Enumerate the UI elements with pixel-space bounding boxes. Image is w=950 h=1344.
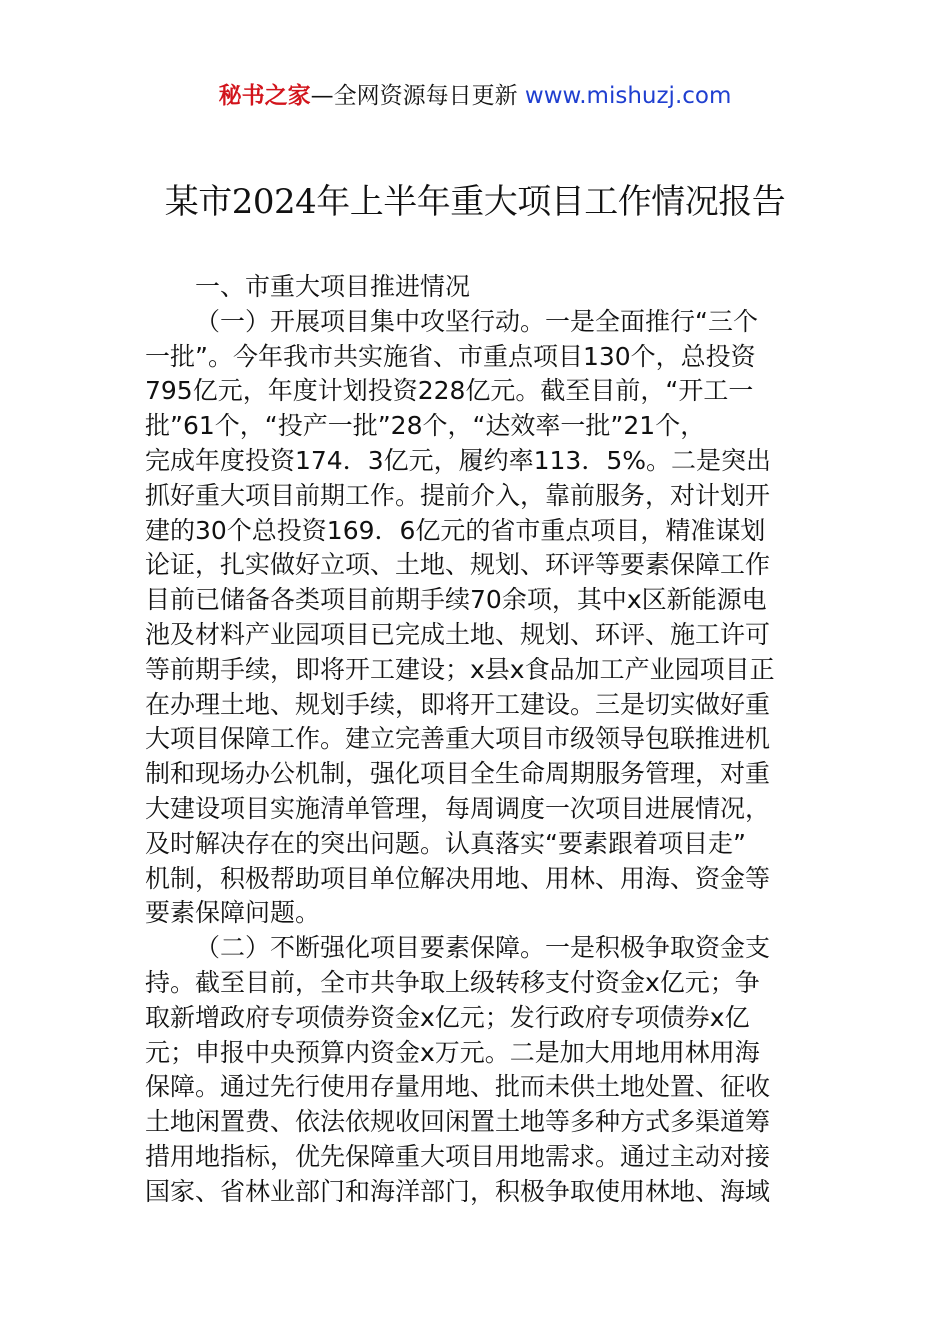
site-url-link[interactable]: www.mishuzj.com [524, 83, 732, 109]
site-slogan: —全网资源每日更新 [310, 83, 518, 109]
body-text-line: 国家、省林业部门和海洋部门，积极争取使用林地、海域 [145, 1176, 771, 1206]
body-text-line: 要素保障问题。 [145, 898, 321, 928]
body-text-line: 取新增政府专项债券资金x亿元；发行政府专项债券x亿 [145, 1002, 750, 1032]
body-text-line: 抓好重大项目前期工作。提前介入，靠前服务，对计划开 [145, 480, 771, 510]
body-text-line: 大建设项目实施清单管理，每周调度一次项目进展情况， [145, 793, 771, 823]
body-text-line: 措用地指标，优先保障重大项目用地需求。通过主动对接 [145, 1141, 771, 1171]
body-text-line: （一）开展项目集中攻坚行动。一是全面推行“三个 [195, 306, 758, 336]
body-text-line: 完成年度投资174．3亿元，履约率113．5%。二是突出 [145, 445, 772, 475]
body-text-line: 一、市重大项目推进情况 [195, 272, 471, 301]
body-text-line: 795亿元，年度计划投资228亿元。截至目前，“开工一 [145, 376, 754, 406]
body-text-line: 制和现场办公机制，强化项目全生命周期服务管理，对重 [145, 759, 771, 789]
body-text-line: （二）不断强化项目要素保障。一是积极争取资金支 [195, 933, 771, 963]
body-text-line: 批”61个，“投产一批”28个，“达效率一批”21个， [145, 411, 706, 441]
body-text-line: 论证，扎实做好立项、土地、规划、环评等要素保障工作 [145, 550, 771, 580]
body-text-line: 土地闲置费、依法依规收回闲置土地等多种方式多渠道筹 [145, 1107, 771, 1137]
body-text-line: 目前已储备各类项目前期手续70余项，其中x区新能源电 [145, 585, 767, 615]
document-title: 某市2024年上半年重大项目工作情况报告 [164, 182, 786, 222]
body-text-line: 机制，积极帮助项目单位解决用地、用林、用海、资金等 [145, 863, 771, 893]
body-text-line: 元；申报中央预算内资金x万元。二是加大用地用林用海 [145, 1037, 760, 1067]
body-text-line: 持。截至目前，全市共争取上级转移支付资金x亿元；争 [145, 967, 760, 997]
body-text-line: 在办理土地、规划手续，即将开工建设。三是切实做好重 [145, 689, 771, 719]
body-text-line: 池及材料产业园项目已完成土地、规划、环评、施工许可 [145, 619, 771, 649]
site-header [0, 80, 950, 112]
document-body [145, 270, 815, 1210]
body-text-line: 及时解决存在的突出问题。认真落实“要素跟着项目走” [145, 828, 746, 858]
body-text-line: 大项目保障工作。建立完善重大项目市级领导包联推进机 [145, 724, 771, 754]
body-text-line: 一批”。今年我市共实施省、市重点项目130个，总投资 [145, 341, 756, 371]
site-brand: 秘书之家 [218, 83, 311, 109]
body-text-line: 等前期手续，即将开工建设；x县x食品加工产业园项目正 [145, 654, 775, 684]
body-text-line: 建的30个总投资169．6亿元的省市重点项目，精准谋划 [145, 515, 766, 545]
body-text-line: 保障。通过先行使用存量用地、批而未供土地处置、征收 [145, 1072, 771, 1102]
